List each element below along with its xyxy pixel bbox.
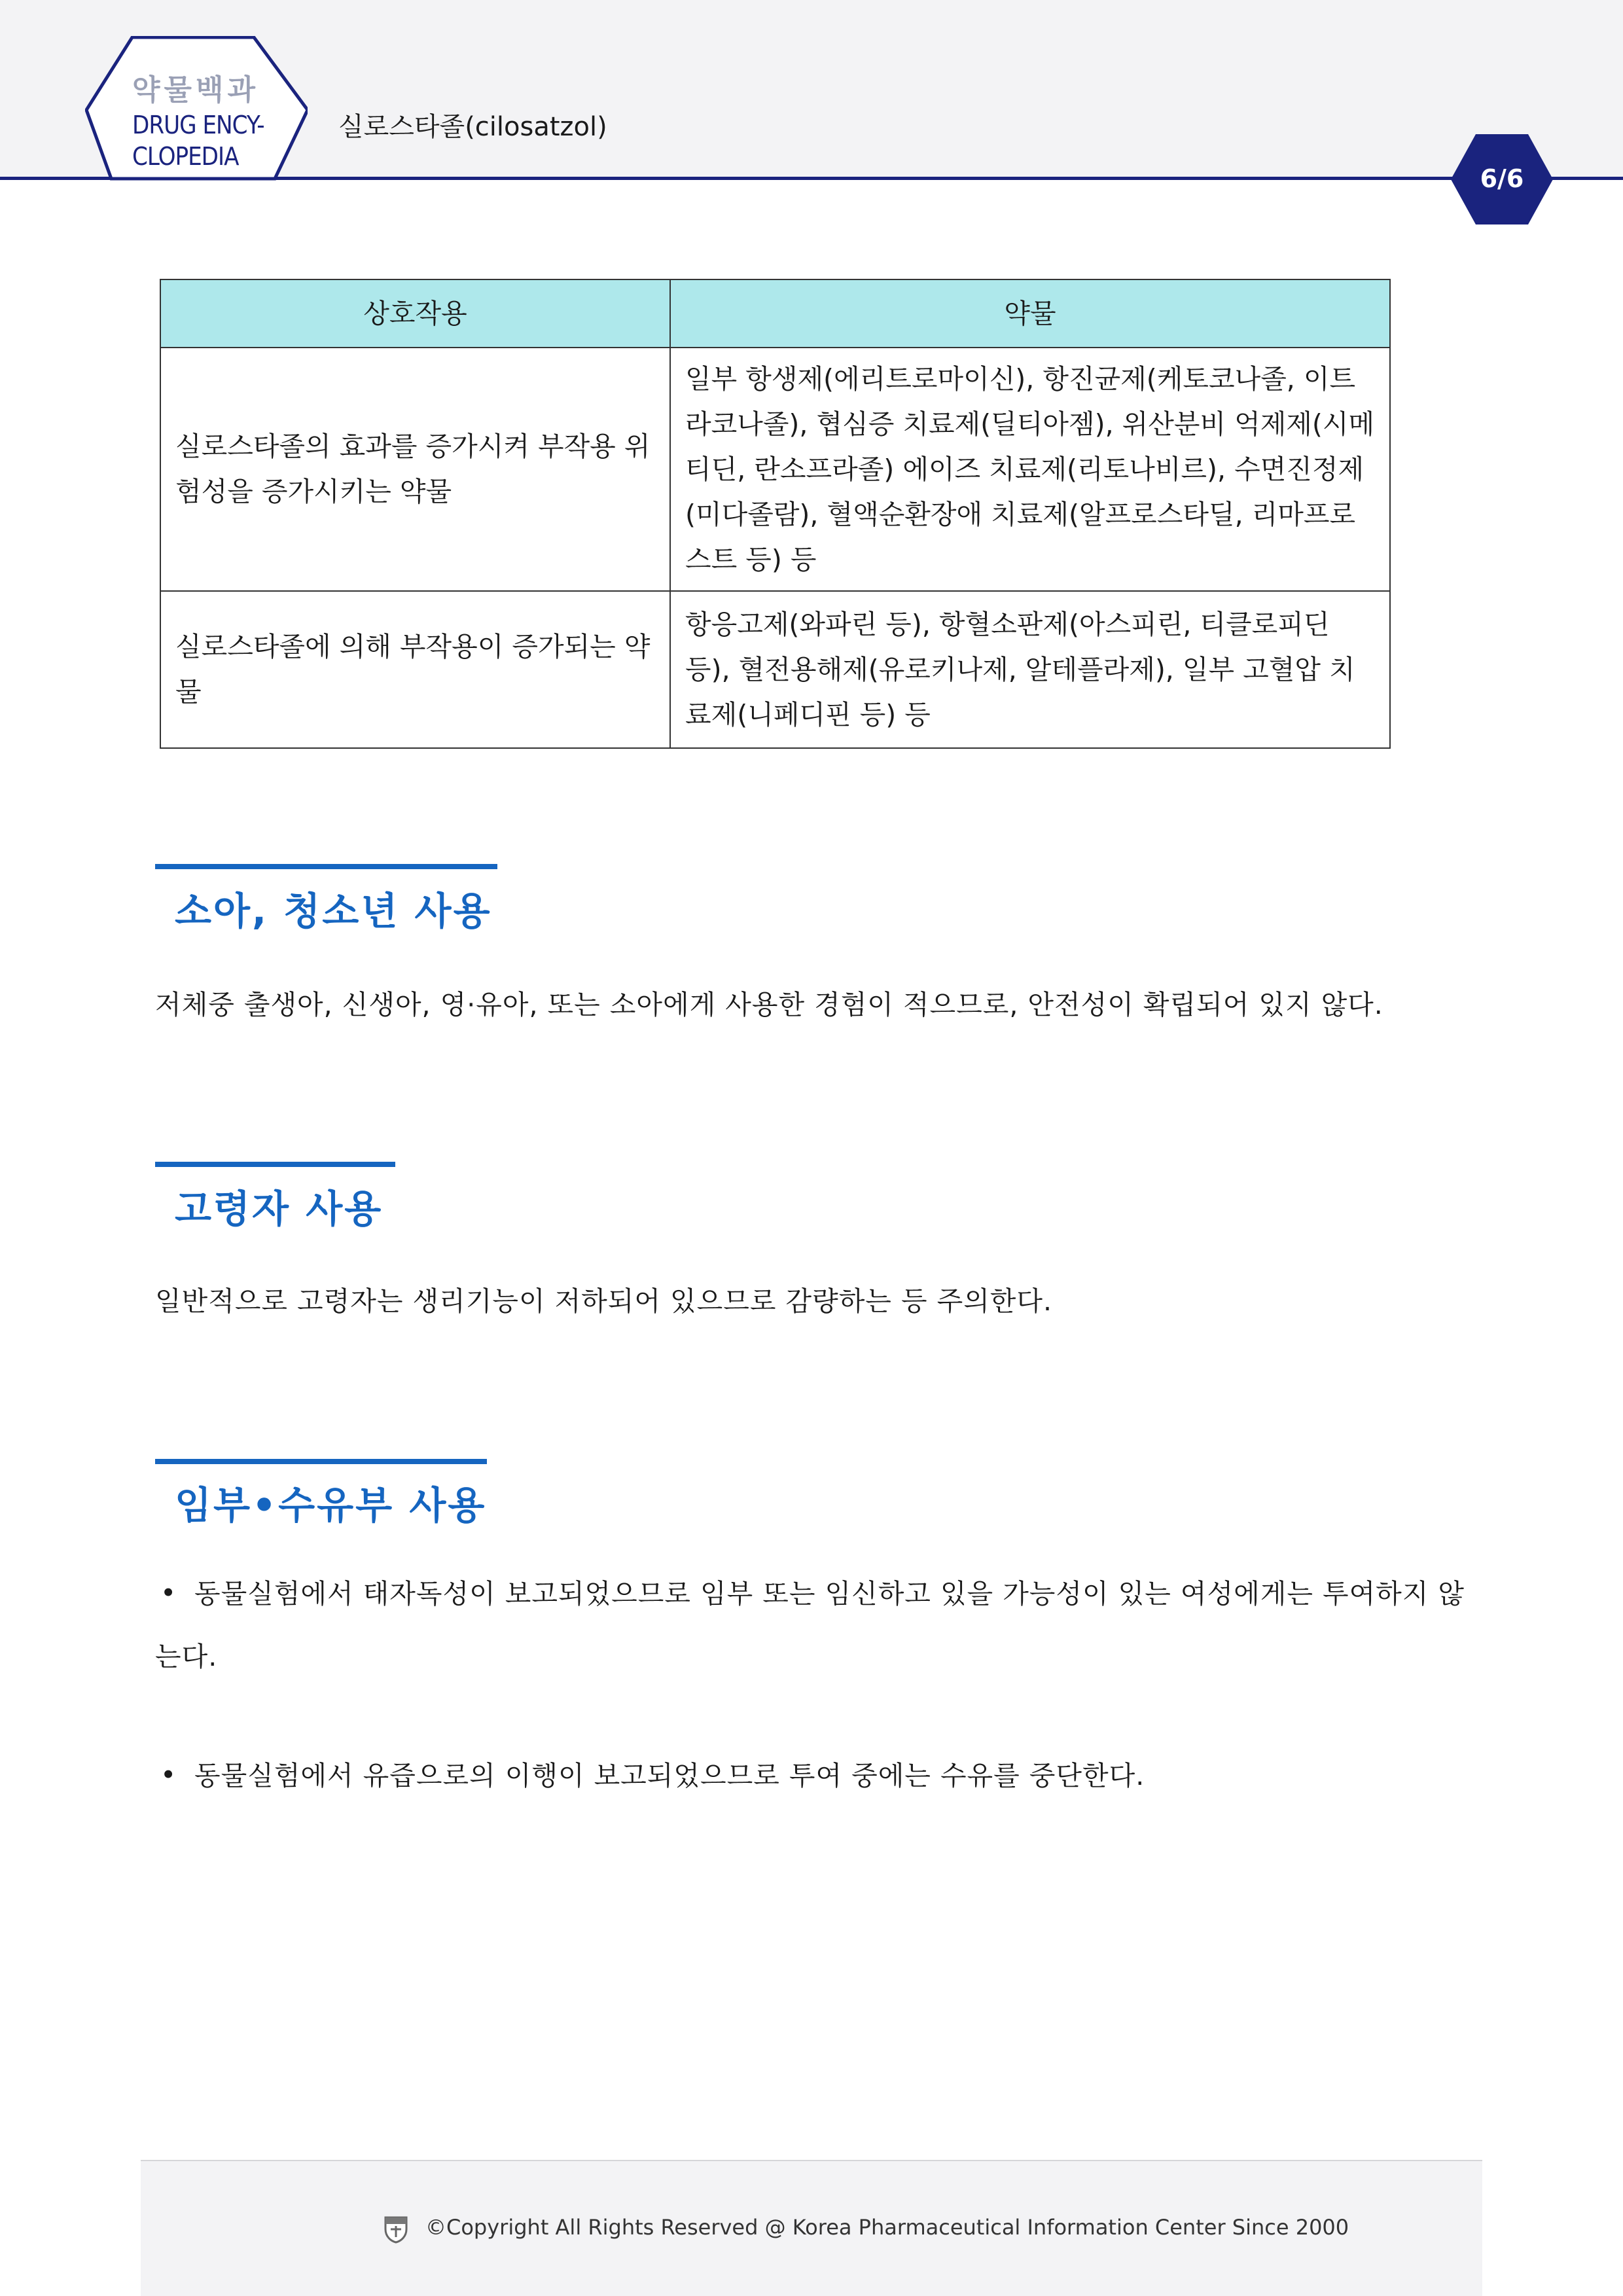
logo-english-line1: DRUG ENCY- <box>132 111 264 139</box>
interaction-cell: 실로스타졸에 의해 부작용이 증가되는 약물 <box>160 591 670 748</box>
pregnancy-bullet-1: 동물실험에서 태자독성이 보고되었으므로 임부 또는 임신하고 있을 가능성이 있는 여성에게는 투여하지 않는다. <box>155 1578 1465 1672</box>
drug-encyclopedia-logo <box>85 36 308 184</box>
column-header-interaction: 상호작용 <box>160 279 670 348</box>
bullet-icon: • <box>160 1759 177 1791</box>
drugs-cell: 일부 항생제(에리트로마이신), 항진균제(케토코나졸, 이트라코나졸), 협심증 치료제(딜티아젬), 위산분비 억제제(시메티딘, 란소프라졸) 에이즈 치료제(리토나비르), 수면진정제(미다졸람), 혈액순환장애 치료제(알프로스타딜, 리마프로스트 등) 등 <box>670 348 1390 591</box>
table-row <box>160 591 1390 748</box>
bullet-icon: • <box>160 1577 177 1609</box>
section-title-pregnancy: 임부•수유부 사용 <box>175 1483 487 1528</box>
footer-rule <box>141 2160 1482 2161</box>
elderly-text: 일반적으로 고령자는 생리기능이 저하되어 있으므로 감량하는 등 주의한다. <box>155 1285 1053 1317</box>
section-divider <box>155 1162 395 1167</box>
pregnancy-bullet-2: 동물실험에서 유즙으로의 이행이 보고되었으므로 투여 중에는 수유를 중단한다. <box>194 1760 1145 1791</box>
shield-crest-icon <box>383 2215 409 2244</box>
logo-english-text <box>132 109 264 172</box>
document-title: 실로스타졸(cilosatzol) <box>338 112 607 142</box>
column-header-drugs: 약물 <box>670 279 1390 348</box>
drug-interaction-table <box>160 279 1391 749</box>
copyright-text: ©Copyright All Rights Reserved @ Korea Pharmaceutical Information Center Since 2000 <box>425 2215 1349 2240</box>
section-divider <box>155 864 497 869</box>
table-row <box>160 348 1390 591</box>
table-header-row <box>160 279 1390 348</box>
page-indicator: 6/6 <box>1480 164 1524 193</box>
section-divider <box>155 1459 487 1464</box>
section-title-pediatric: 소아, 청소년 사용 <box>175 889 492 933</box>
logo-english-line2: CLOPEDIA <box>132 142 239 171</box>
logo-korean-text: 약물백과 <box>132 73 260 107</box>
section-title-elderly: 고령자 사용 <box>175 1187 383 1231</box>
drugs-cell: 항응고제(와파린 등), 항혈소판제(아스피린, 티클로피딘 등), 혈전용해제(유로키나제, 알테플라제), 일부 고혈압 치료제(니페디핀 등) 등 <box>670 591 1390 748</box>
interaction-cell: 실로스타졸의 효과를 증가시켜 부작용 위험성을 증가시키는 약물 <box>160 348 670 591</box>
pediatric-text: 저체중 출생아, 신생아, 영·유아, 또는 소아에게 사용한 경험이 적으므로, 안전성이 확립되어 있지 않다. <box>155 989 1383 1020</box>
page-indicator-badge <box>1450 133 1554 226</box>
